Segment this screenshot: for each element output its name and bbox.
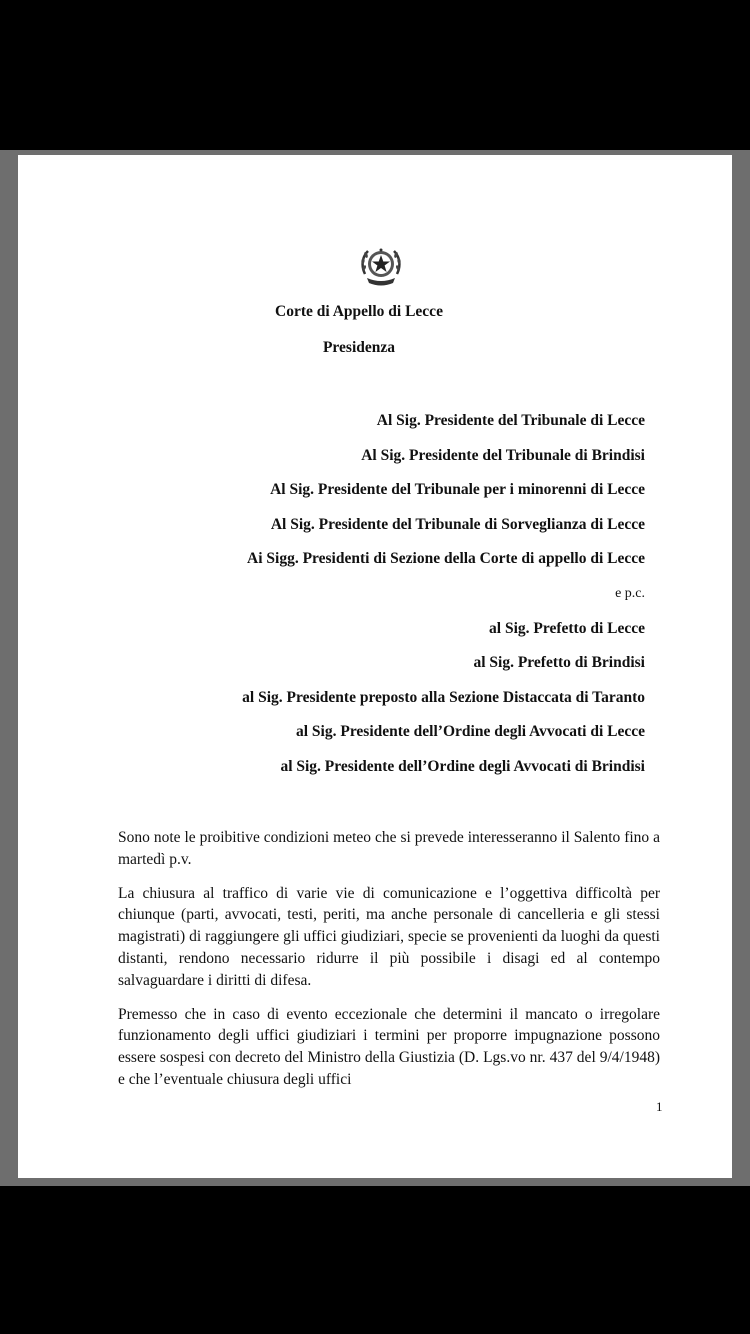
office-name: Presidenza — [322, 339, 396, 356]
page-number: 1 — [656, 1099, 663, 1114]
recipient-line: Al Sig. Presidente del Tribunale di Lecce — [376, 412, 645, 429]
body-paragraph: Premesso che in caso di evento eccezionale che determini il mancato o irregolare funzionamento degli uffici giudiziari i termini per proporre impugnazione possono essere sospesi con decreto del Ministro della Giustizia (D. Lgs.vo nr. 437 del 9/4/1948) e che l’eventuale chiusura degli uffici — [118, 1005, 660, 1088]
document-page — [18, 155, 732, 1178]
cc-recipient-line: al Sig. Presidente preposto alla Sezione Distaccata di Taranto — [242, 688, 645, 706]
body-paragraph: Sono note le proibitive condizioni meteo che si prevede interesseranno il Salento fino a martedì p.v. — [118, 829, 660, 868]
body-paragraph: La chiusura al traffico di varie vie di comunicazione e l’oggettiva difficoltà per chiunque (parti, avvocati, testi, periti, ma anche personale di cancelleria e gli stessi magistrati) di raggiungere gli uffici giudiziari, specie se provenienti da luoghi da questi distanti, rendono necessario ridurre il più possibile i disagi ed al contempo salvaguardare i diritti di difesa. — [118, 884, 660, 989]
recipient-line: Al Sig. Presidente del Tribunale per i minorenni di Lecce — [270, 481, 645, 499]
letter-body — [118, 827, 660, 1103]
recipient-line: Al Sig. Presidente del Tribunale di Brindisi — [361, 446, 645, 464]
bottom-black-bar — [0, 1186, 750, 1334]
cc-recipient-line: al Sig. Presidente dell’Ordine degli Avvocati di Brindisi — [280, 757, 645, 775]
italian-republic-emblem-icon — [355, 240, 407, 292]
cc-label: e p.c. — [615, 585, 645, 601]
cc-recipient-line: al Sig. Presidente dell’Ordine degli Avvocati di Lecce — [296, 723, 645, 741]
recipient-line: Ai Sigg. Presidenti di Sezione della Corte di appello di Lecce — [247, 550, 645, 568]
top-black-bar — [0, 0, 750, 150]
court-name: Corte di Appello di Lecce — [275, 303, 443, 320]
recipient-line: Al Sig. Presidente del Tribunale di Sorveglianza di Lecce — [270, 515, 645, 533]
recipients-block — [125, 411, 645, 792]
cc-recipient-line: al Sig. Prefetto di Lecce — [489, 619, 645, 637]
cc-recipient-line: al Sig. Prefetto di Brindisi — [473, 654, 645, 672]
